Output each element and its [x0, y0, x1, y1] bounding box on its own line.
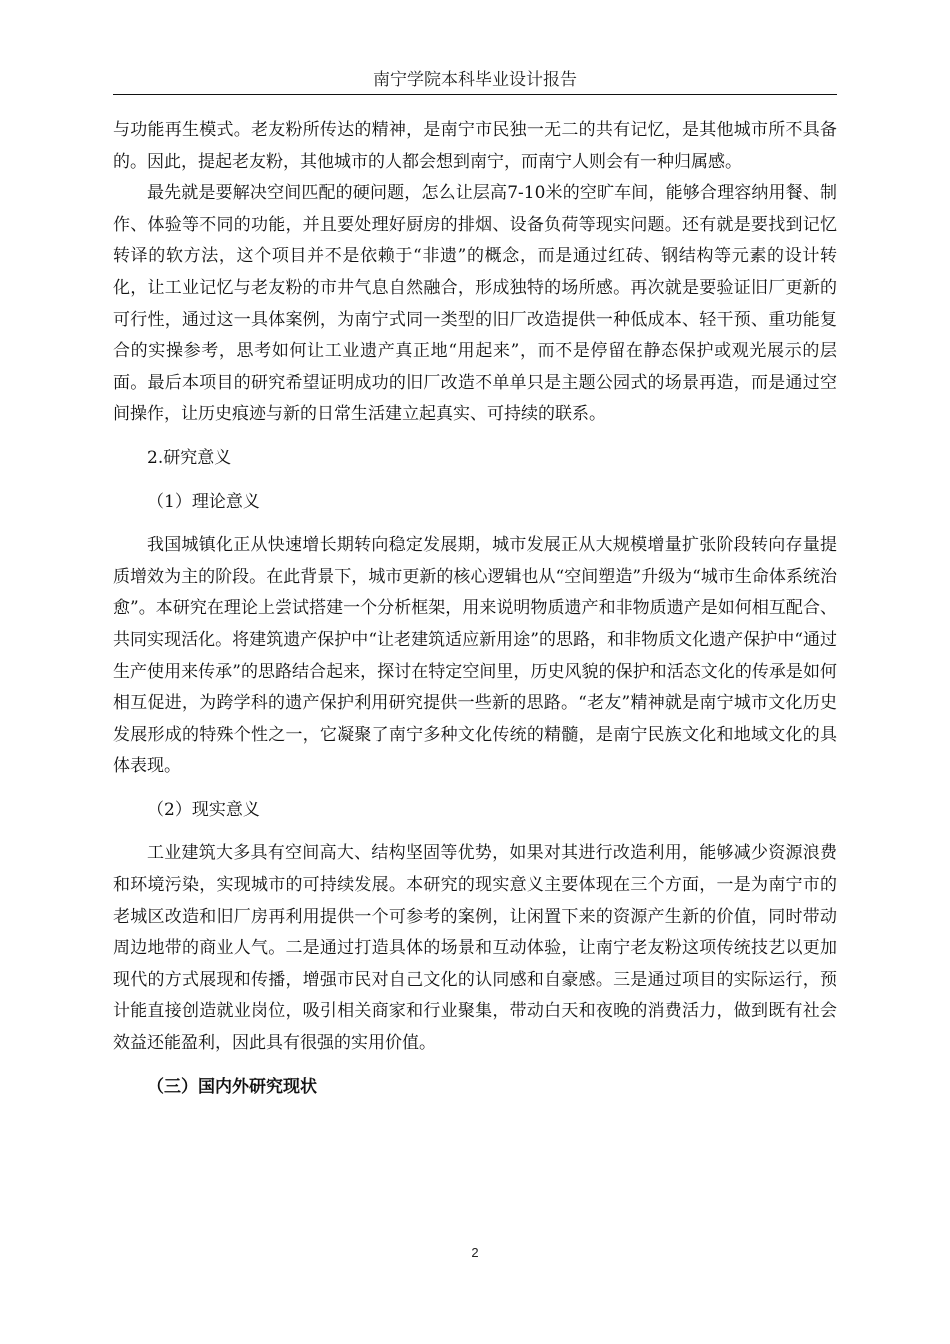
- heading-practical-significance: （2）现实意义: [147, 799, 260, 820]
- page-number: 2: [471, 1245, 479, 1260]
- paragraph-research-goals: 最先就是要解决空间匹配的硬问题，怎么让层高7-10米的空旷车间，能够合理容纳用餐、制作、体验等不同的功能，并且要处理好厨房的排烟、设备负荷等现实问题。还有就是要找到记忆转译的软方法，这个项目并不是依赖于“非遗”的概念，而是通过红砖、钢结构等元素的设计转化，让工业记忆与老友粉的市井气息自然融合，形成独特的场所感。再次就是要验证旧厂更新的可行性，通过这一具体案例，为南宁式同一类型的旧厂改造提供一种低成本、轻干预、重功能复合的实操参考，思考如何让工业遗产真正地“用起来”，而不是停留在静态保护或观光展示的层面。最后本项目的研究希望证明成功的旧厂改造不单单只是主题公园式的场景再造，而是通过空间操作，让历史痕迹与新的日常生活建立起真实、可持续的联系。: [113, 183, 837, 425]
- heading-theoretical-significance: （1）理论意义: [147, 491, 260, 512]
- paragraph-continuation: 与功能再生模式。老友粉所传达的精神，是南宁市民独一无二的共有记忆，是其他城市所不具备的。因此，提起老友粉，其他城市的人都会想到南宁，而南宁人则会有一种归属感。: [113, 120, 837, 172]
- header-rule: [113, 94, 837, 95]
- paragraph-practical-significance: 工业建筑大多具有空间高大、结构坚固等优势，如果对其进行改造利用，能够减少资源浪费和环境污染，实现城市的可持续发展。本研究的现实意义主要体现在三个方面，一是为南宁市的老城区改造和旧厂房再利用提供一个可参考的案例，让闲置下来的资源产生新的价值，同时带动周边地带的商业人气。二是通过打造具体的场景和互动体验，让南宁老友粉这项传统技艺以更加现代的方式展现和传播，增强市民对自己文化的认同感和自豪感。三是通过项目的实际运行，预计能直接创造就业岗位，吸引相关商家和行业聚集，带动白天和夜晚的消费活力，做到既有社会效益还能盈利，因此具有很强的实用价值。: [113, 843, 837, 1054]
- page-header-title: 南宁学院本科毕业设计报告: [373, 70, 577, 90]
- heading-research-significance: 2.研究意义: [147, 447, 232, 468]
- paragraph-theoretical-significance: 我国城镇化正从快速增长期转向稳定发展期，城市发展正从大规模增量扩张阶段转向存量提质增效为主的阶段。在此背景下，城市更新的核心逻辑也从“空间塑造”升级为“城市生命体系统治愈”。本研究在理论上尝试搭建一个分析框架，用来说明物质遗产和非物质遗产是如何相互配合、共同实现活化。将建筑遗产保护中“让老建筑适应新用途”的思路，和非物质文化遗产保护中“通过生产使用来传承”的思路结合起来，探讨在特定空间里，历史风貌的保护和活态文化的传承是如何相互促进，为跨学科的遗产保护利用研究提供一些新的思路。“老友”精神就是南宁城市文化历史发展形成的特殊个性之一，它凝聚了南宁多种文化传统的精髓，是南宁民族文化和地域文化的具体表现。: [113, 535, 837, 777]
- section-heading-research-status: （三）国内外研究现状: [147, 1076, 317, 1097]
- document-body: [113, 115, 837, 1103]
